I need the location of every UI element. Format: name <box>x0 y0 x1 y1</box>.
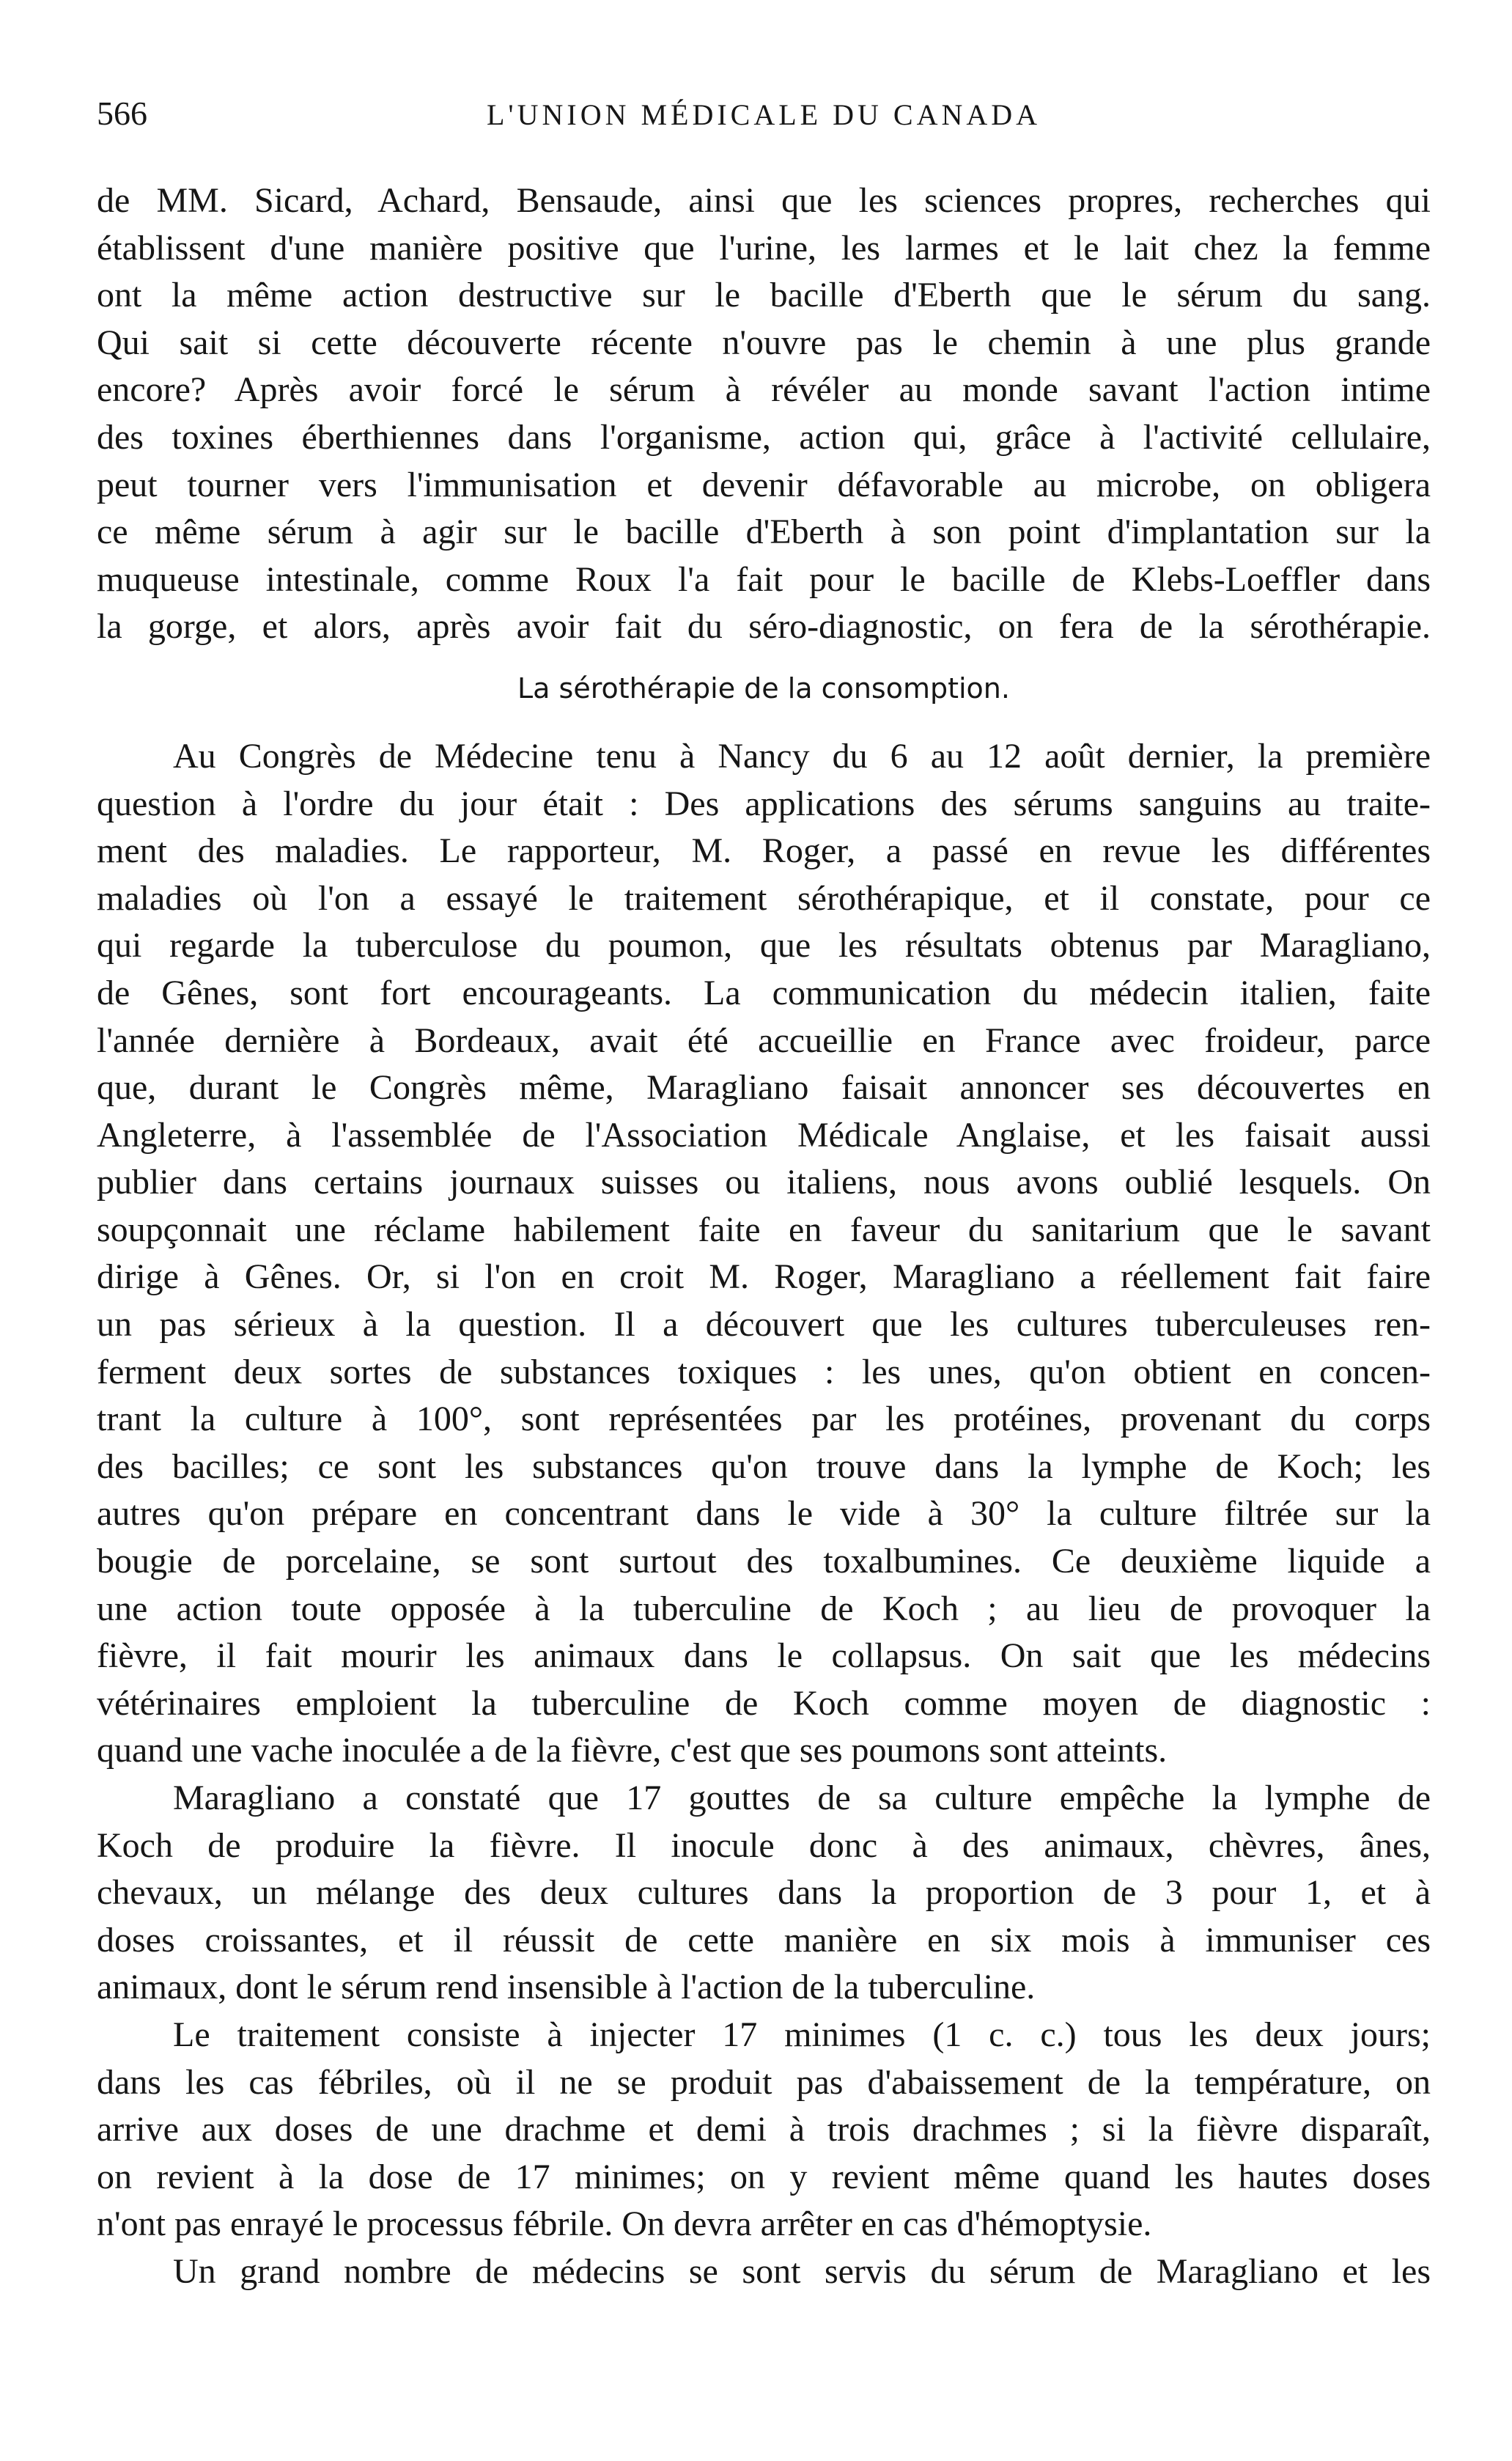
text-line: Maragliano a constaté que 17 gouttes de sa culture empêche la lymphe de <box>173 1778 1431 1817</box>
text-line: ce même sérum à agir sur le bacille d'Eberth à son point d'implantation sur la <box>97 512 1431 552</box>
text-line: la gorge, et alors, après avoir fait du séro-diagnostic, on fera de la sérothérapie. <box>97 607 1431 647</box>
text-line: Au Congrès de Médecine tenu à Nancy du 6 au 12 août dernier, la première <box>173 736 1431 776</box>
page-number: 566 <box>97 95 147 132</box>
text-line: ferment deux sortes de substances toxiques : les unes, qu'on obtient en concen- <box>97 1352 1431 1391</box>
text-line: chevaux, un mélange des deux cultures dans la proportion de 3 pour 1, et à <box>97 1873 1431 1913</box>
text-line: n'ont pas enrayé le processus fébrile. On devra arrêter en cas d'hémoptysie. <box>97 2204 1152 2244</box>
text-line: animaux, dont le sérum rend insensible à l'action de la tuberculine. <box>97 1968 1036 2007</box>
paragraph-continuation <box>97 177 1431 651</box>
text-line: un pas sérieux à la question. Il a découvert que les cultures tuberculeuses ren- <box>97 1305 1431 1344</box>
text-line: une action toute opposée à la tuberculine de Koch ; au lieu de provoquer la <box>97 1589 1431 1628</box>
text-line: Le traitement consiste à injecter 17 minimes (1 c. c.) tous les deux jours; <box>173 2015 1431 2054</box>
text-line: dirige à Gênes. Or, si l'on en croit M. Roger, Maragliano a réellement fait faire <box>97 1257 1431 1297</box>
paragraph-maragliano <box>97 1775 1431 2012</box>
text-line: soupçonnait une réclame habilement faite en faveur du sanitarium que le savant <box>97 1210 1431 1249</box>
document-page <box>97 94 1431 2296</box>
text-line: on revient à la dose de 17 minimes; on y revient même quand les hautes doses <box>97 2157 1431 2196</box>
text-line: question à l'ordre du jour était : Des applications des sérums sanguins au traite- <box>97 784 1431 823</box>
text-line: trant la culture à 100°, sont représentées par les protéines, provenant du corps <box>97 1399 1431 1439</box>
text-line: dans les cas fébriles, où il ne se produit pas d'abaissement de la température, on <box>97 2062 1431 2102</box>
text-line: quand une vache inoculée a de la fièvre, c'est que ses poumons sont atteints. <box>97 1731 1168 1770</box>
text-line: peut tourner vers l'immunisation et devenir défavorable au microbe, on obligera <box>97 465 1431 504</box>
journal-title: L'UNION MÉDICALE DU CANADA <box>486 98 1041 131</box>
text-line: arrive aux doses de une drachme et demi à trois drachmes ; si la fièvre disparaît, <box>97 2110 1431 2149</box>
text-line: vétérinaires emploient la tuberculine de Koch comme moyen de diagnostic : <box>97 1683 1431 1723</box>
text-line: muqueuse intestinale, comme Roux l'a fait pour le bacille de Klebs-Loeffler dans <box>97 559 1431 599</box>
text-line: des bacilles; ce sont les substances qu'on trouve dans la lymphe de Koch; les <box>97 1446 1431 1486</box>
text-line: encore? Après avoir forcé le sérum à révéler au monde savant l'action intime <box>97 370 1431 410</box>
text-line: de MM. Sicard, Achard, Bensaude, ainsi que les sciences propres, recherches qui <box>97 181 1431 220</box>
text-line: ont la même action destructive sur le bacille d'Eberth que le sérum du sang. <box>97 276 1431 315</box>
text-line: fièvre, il fait mourir les animaux dans le collapsus. On sait que les médecins <box>97 1636 1431 1676</box>
text-line: Koch de produire la fièvre. Il inocule donc à des animaux, chèvres, ânes, <box>97 1825 1431 1865</box>
text-line: Qui sait si cette découverte récente n'ouvre pas le chemin à une plus grande <box>97 323 1431 362</box>
text-line: Angleterre, à l'assemblée de l'Association Médicale Anglaise, et les faisait aussi <box>97 1115 1431 1155</box>
paragraph-physicians <box>97 2248 1431 2296</box>
paragraph-congress <box>97 733 1431 1775</box>
text-line: ment des maladies. Le rapporteur, M. Roger, a passé en revue les différentes <box>97 831 1431 871</box>
text-line: établissent d'une manière positive que l'urine, les larmes et le lait chez la femme <box>97 228 1431 268</box>
text-line: maladies où l'on a essayé le traitement sérothérapique, et il constate, pour ce <box>97 878 1431 918</box>
text-line: que, durant le Congrès même, Maragliano faisait annoncer ses découvertes en <box>97 1068 1431 1108</box>
text-line: l'année dernière à Bordeaux, avait été accueillie en France avec froideur, parce <box>97 1020 1431 1060</box>
running-head <box>97 94 1431 145</box>
text-line: qui regarde la tuberculose du poumon, que les résultats obtenus par Maragliano, <box>97 926 1431 965</box>
paragraph-treatment <box>97 2012 1431 2248</box>
text-line: Un grand nombre de médecins se sont servis du sérum de Maragliano et les <box>173 2251 1431 2291</box>
text-line: publier dans certains journaux suisses ou italiens, nous avons oublié lesquels. On <box>97 1163 1431 1202</box>
text-line: des toxines éberthiennes dans l'organisme, action qui, grâce à l'activité cellulaire, <box>97 417 1431 457</box>
text-line: bougie de porcelaine, se sont surtout des toxalbumines. Ce deuxième liquide a <box>97 1542 1431 1581</box>
text-line: de Gênes, sont fort encourageants. La communication du médecin italien, faite <box>97 973 1431 1012</box>
text-line: doses croissantes, et il réussit de cette manière en six mois à immuniser ces <box>97 1920 1431 1960</box>
section-heading: La sérothérapie de la consomption. <box>517 672 1010 705</box>
text-line: autres qu'on prépare en concentrant dans le vide à 30° la culture filtrée sur la <box>97 1494 1431 1534</box>
